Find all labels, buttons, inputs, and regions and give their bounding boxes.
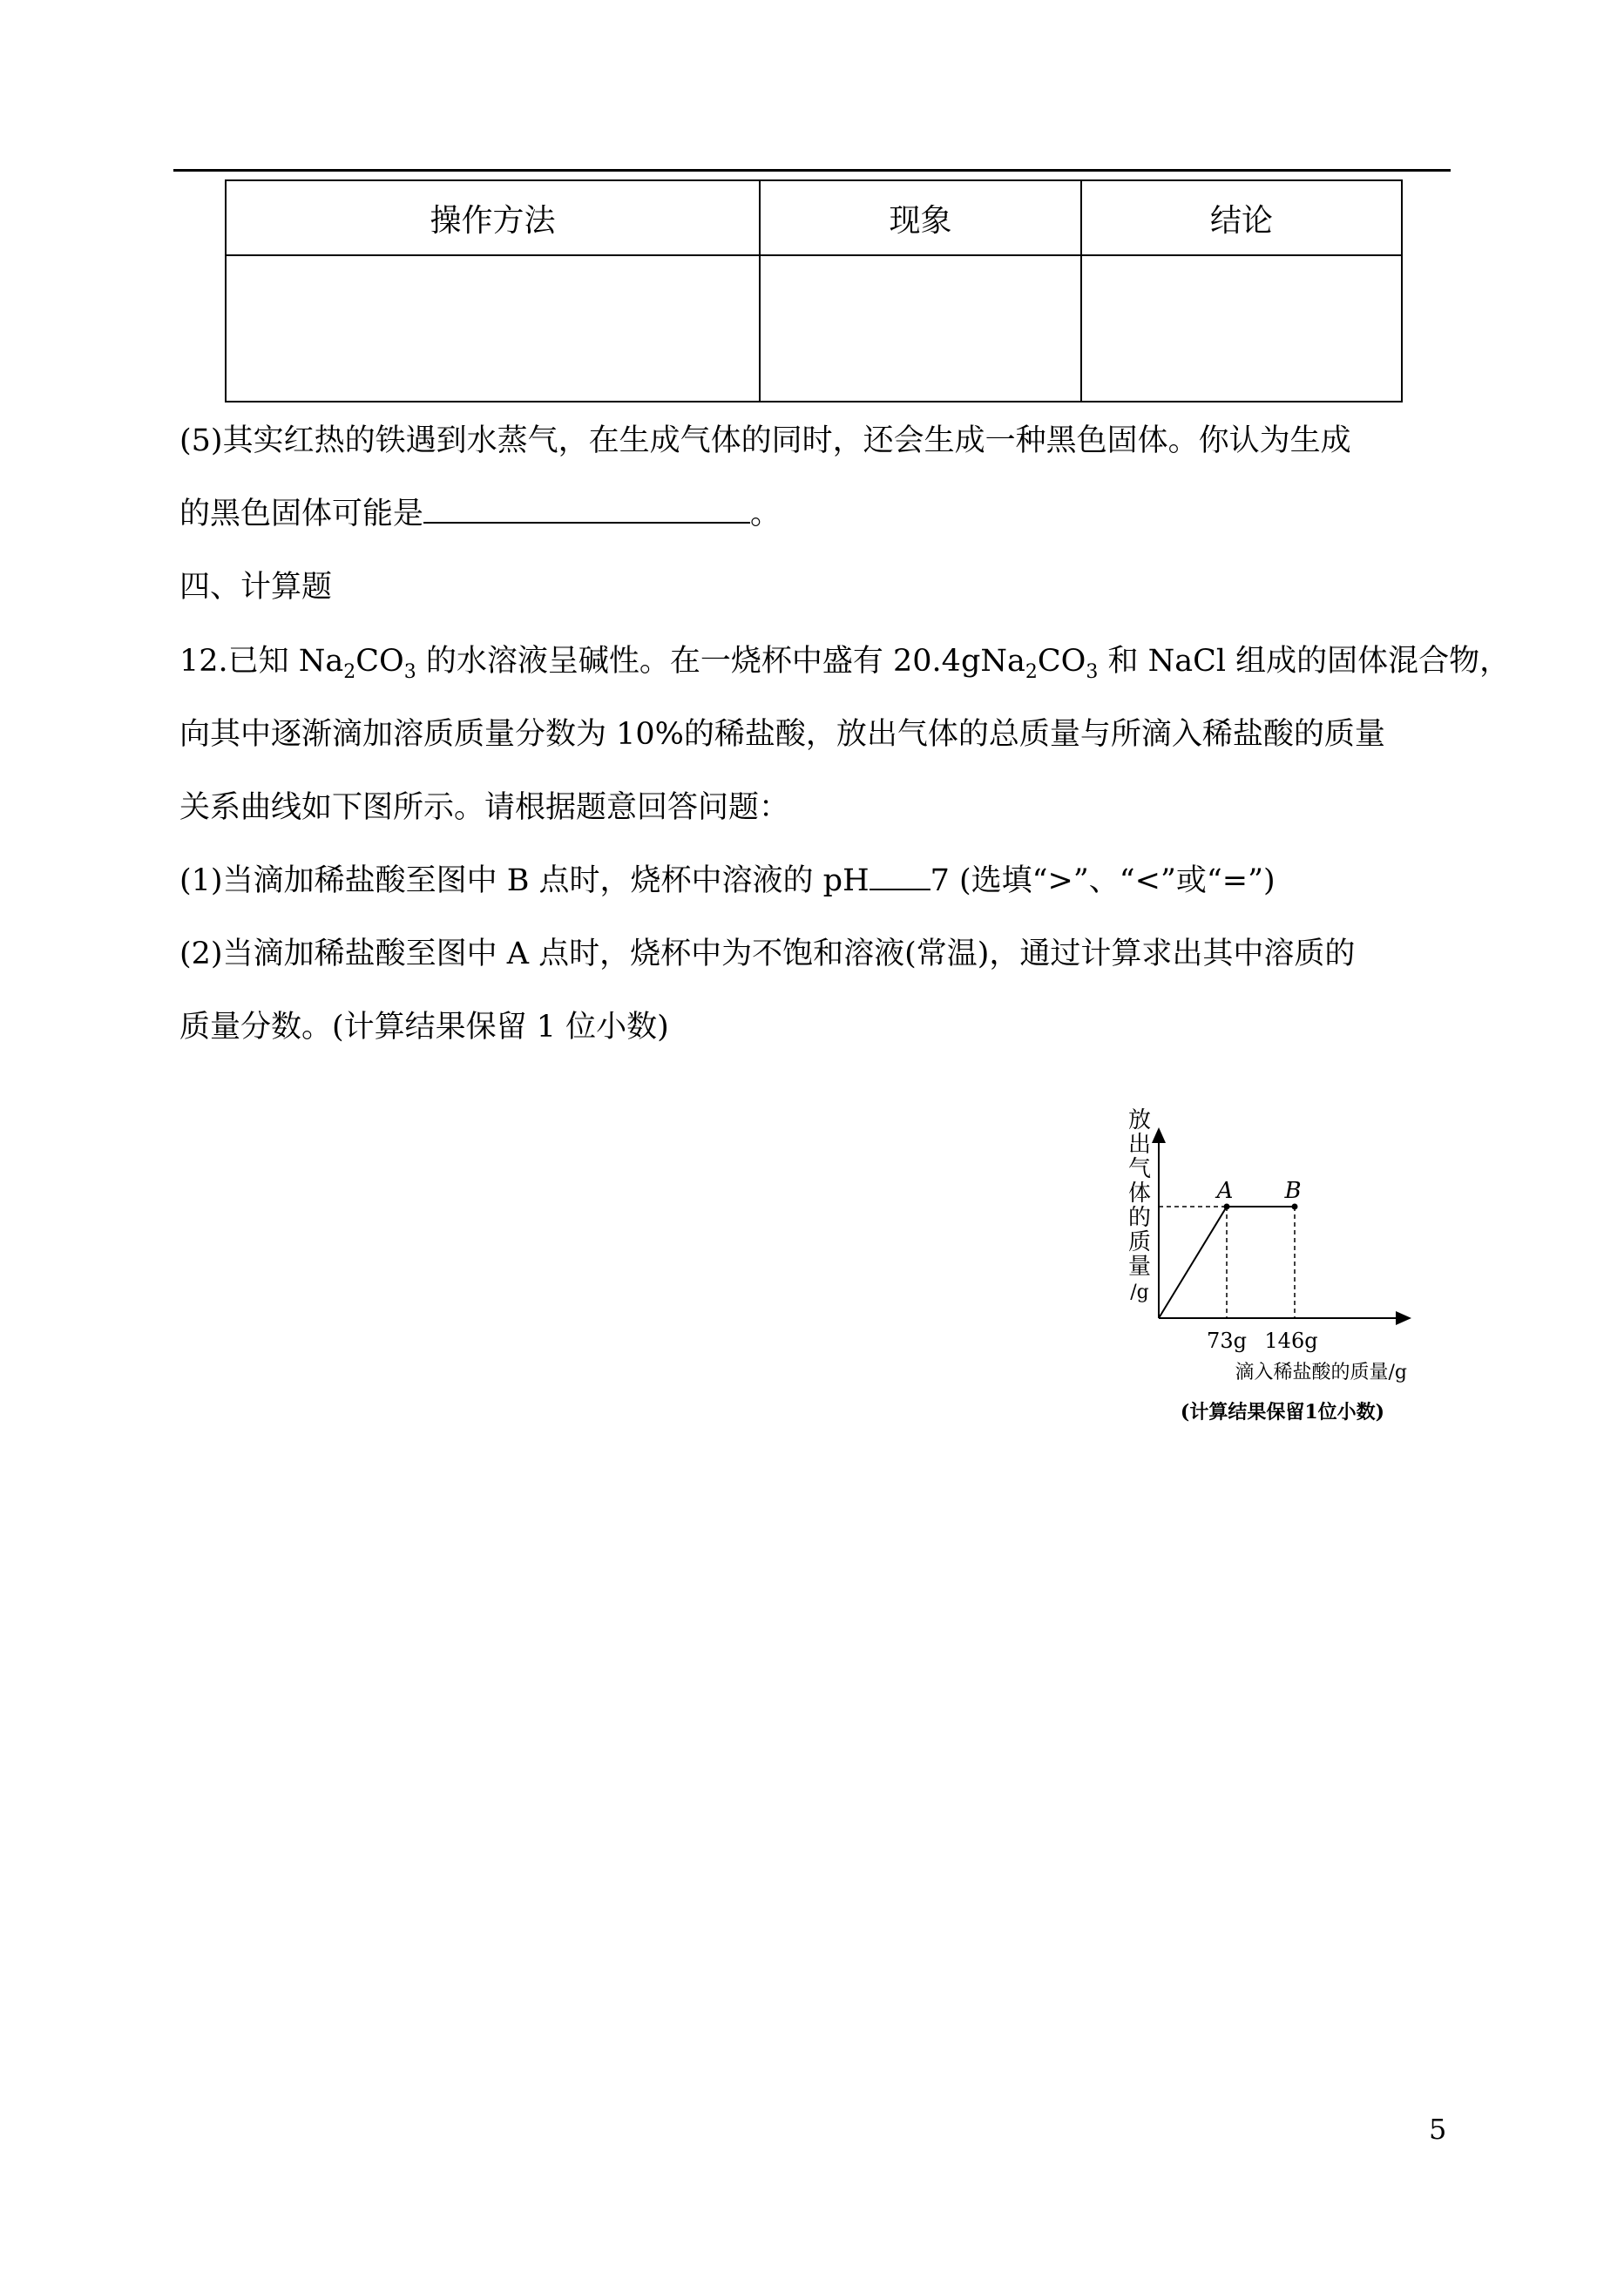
- x-tick-label: 73g: [1207, 1329, 1247, 1353]
- y-axis-label-char: 体: [1127, 1180, 1152, 1207]
- q12-paragraph-line1: [179, 640, 1511, 683]
- q12-subquestion-2-line2: 质量分数。(计算结果保留 1 位小数): [179, 1010, 669, 1045]
- y-axis-label-char: 放: [1127, 1107, 1152, 1133]
- subscript: 3: [1086, 661, 1099, 683]
- y-axis-label-char: 气: [1127, 1156, 1152, 1182]
- subscript: 2: [1025, 661, 1038, 683]
- table-cell-conclusion[interactable]: [1081, 255, 1402, 402]
- table-row: [226, 255, 1402, 402]
- y-axis-label-char: 质: [1127, 1229, 1152, 1255]
- table-cell-phenomenon[interactable]: [760, 255, 1081, 402]
- point-b-label: B: [1284, 1178, 1302, 1204]
- x-tick-label: 146g: [1264, 1329, 1318, 1353]
- q5-line2-text: 的黑色固体可能是: [179, 497, 424, 531]
- y-axis-label-char: 出: [1127, 1132, 1152, 1158]
- q12-text: 的水溶液呈碱性。在一烧杯中盛有 20.4gNa: [416, 644, 1025, 679]
- q5-answer-blank[interactable]: [423, 496, 750, 524]
- q5-line2-end: 。: [750, 497, 782, 531]
- q12-ph-blank[interactable]: [870, 862, 930, 890]
- point-a: [1224, 1204, 1230, 1210]
- q5-line2: [179, 493, 1460, 535]
- q12-text: CO: [355, 644, 404, 679]
- subscript: 3: [403, 661, 416, 683]
- y-axis-label-char: 量: [1127, 1254, 1152, 1280]
- q12-sub1-options: 7 (选填“>”、“<”或“=”): [930, 863, 1276, 898]
- subscript: 2: [343, 661, 356, 683]
- table-header-phenomenon: 现象: [760, 180, 1081, 255]
- q12-sub1-text: (1)当滴加稀盐酸至图中 B 点时，烧杯中溶液的 pH: [179, 863, 870, 898]
- q12-text: CO: [1037, 644, 1086, 679]
- gas-mass-chart: [1115, 1106, 1464, 1446]
- experiment-table: [225, 179, 1403, 402]
- page-number: 5: [1429, 2113, 1447, 2146]
- table-header-method: 操作方法: [226, 180, 760, 255]
- x-axis-label: 滴入稀盐酸的质量/g: [1235, 1362, 1407, 1383]
- section-title: 四、计算题: [179, 570, 333, 605]
- q12-subquestion-2-line1: (2)当滴加稀盐酸至图中 A 点时，烧杯中为不饱和溶液(常温)，通过计算求出其中溶质的: [179, 937, 1356, 971]
- point-b: [1292, 1204, 1298, 1210]
- table-header-conclusion: 结论: [1081, 180, 1402, 255]
- point-a-label: A: [1216, 1178, 1234, 1204]
- q12-text: 和 NaCl 组成的固体混合物，: [1098, 644, 1511, 679]
- header-rule: [173, 169, 1451, 172]
- q5-line1: (5)其实红热的铁遇到水蒸气，在生成气体的同时，还会生成一种黑色固体。你认为生成: [179, 423, 1351, 458]
- q12-text: 12.已知 Na: [179, 644, 344, 679]
- q12-paragraph-line3: 关系曲线如下图所示。请根据题意回答问题：: [179, 790, 790, 825]
- y-axis-label-char: 的: [1127, 1205, 1152, 1231]
- table-header-row: [226, 180, 1402, 255]
- figure-caption: (计算结果保留1位小数): [1180, 1401, 1385, 1424]
- chart-marks: [1159, 1204, 1298, 1319]
- q12-paragraph-line2: 向其中逐渐滴加溶质质量分数为 10%的稀盐酸，放出气体的总质量与所滴入稀盐酸的质量: [179, 717, 1385, 752]
- y-axis-label: [1128, 1107, 1151, 1303]
- table-cell-method[interactable]: [226, 255, 760, 402]
- q12-subquestion-1: [179, 860, 1460, 902]
- y-axis-label-unit: /g: [1130, 1282, 1149, 1303]
